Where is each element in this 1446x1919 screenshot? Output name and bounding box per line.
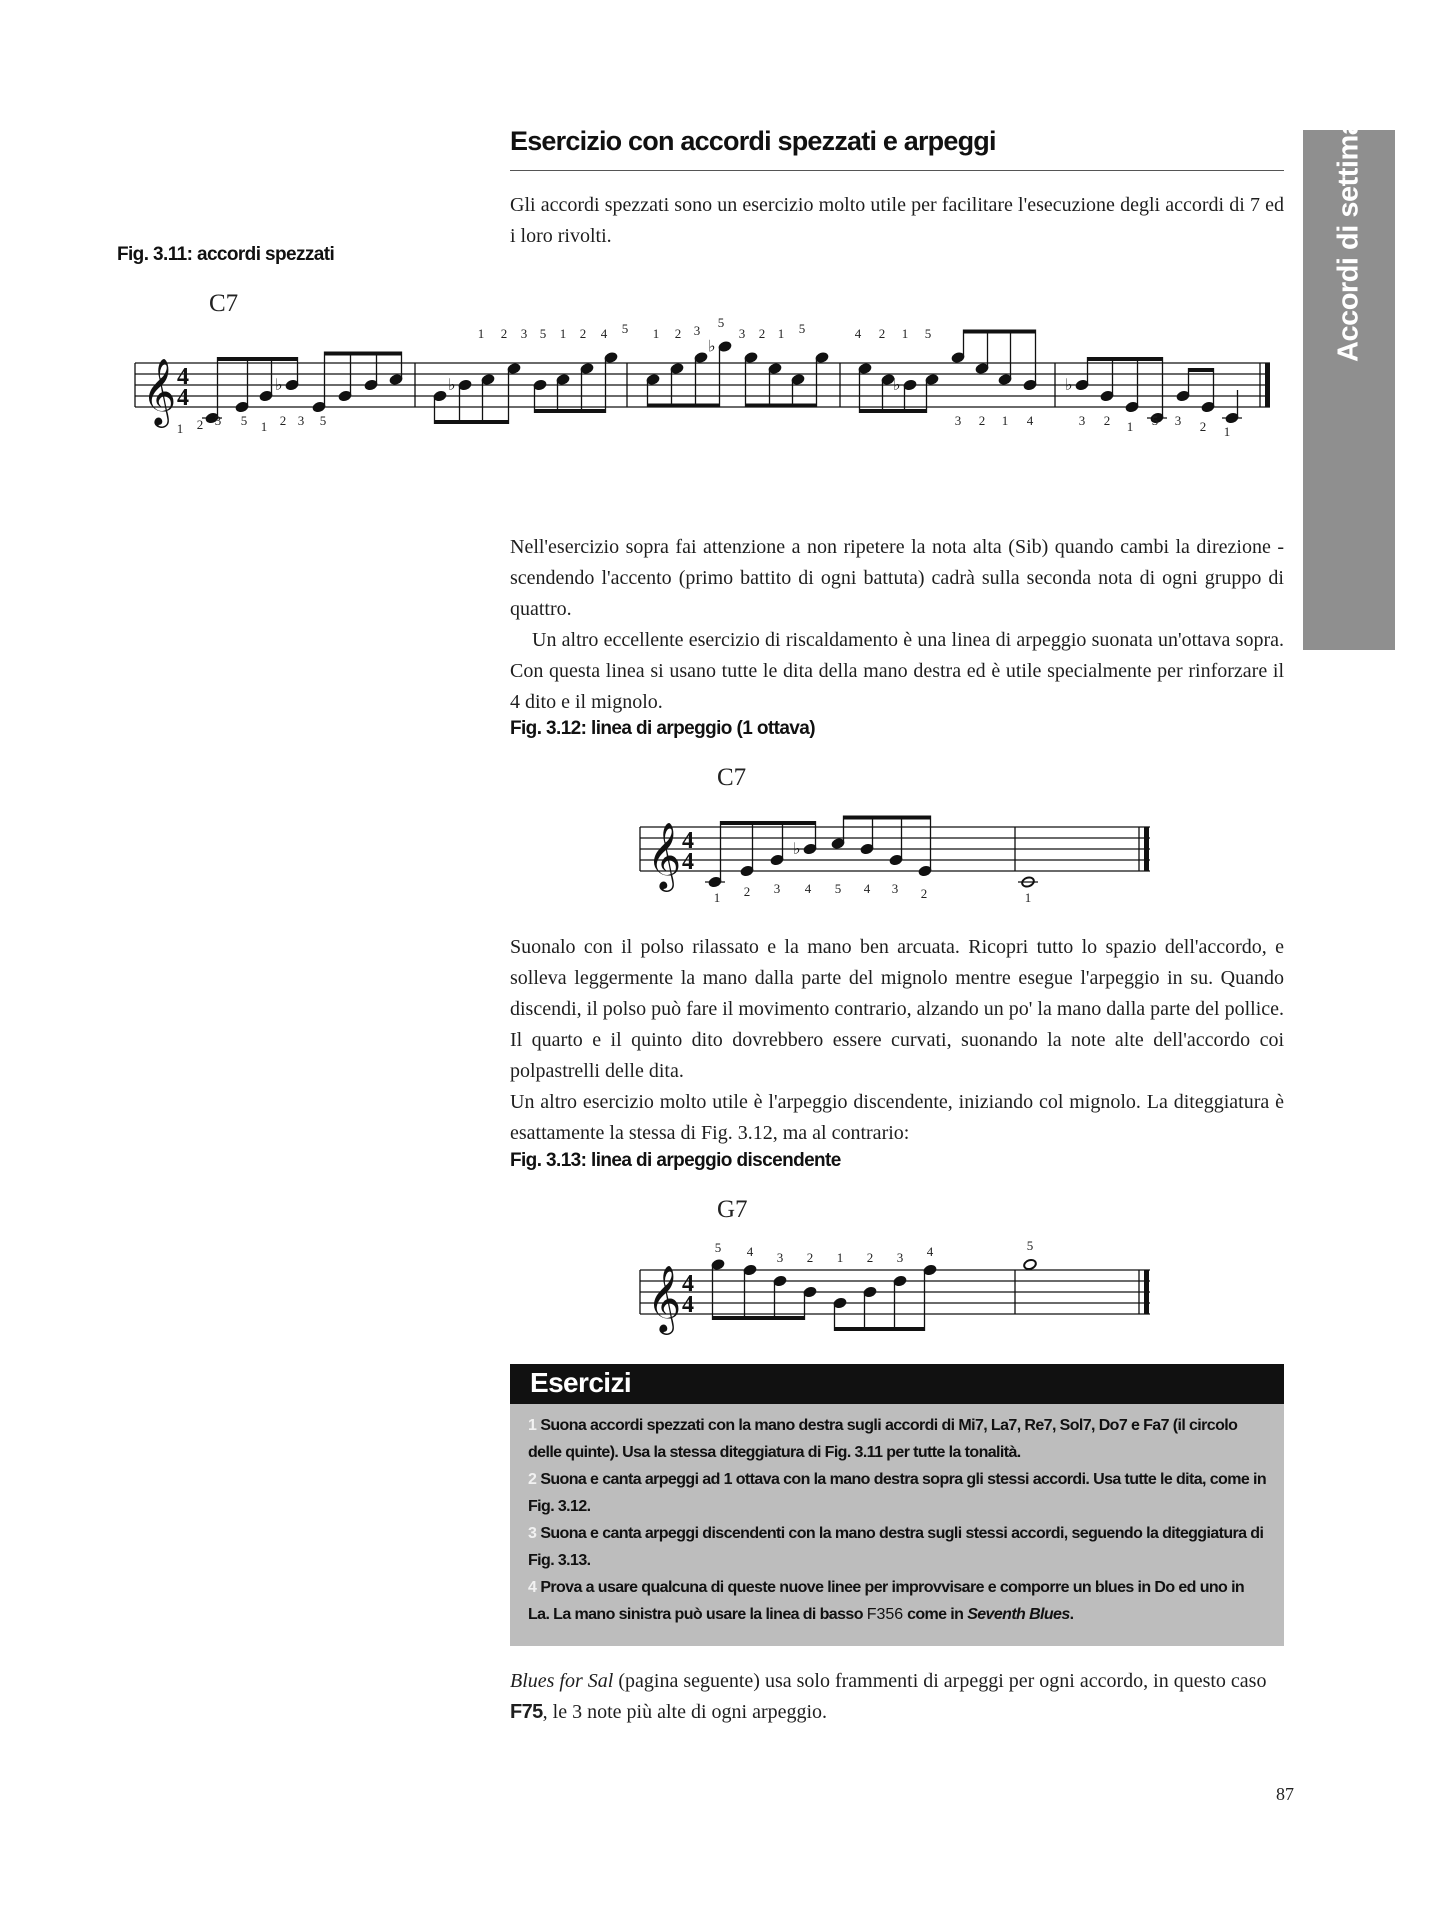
paragraph-4: Suonalo con il polso rilassato e la mano ben arcuata. Ricopri tutto lo spazio dell'accordo, e solleva leggermente la mano dalla parte del mignolo mentre esegue l'arpeggio in su. Quando discendi, il polso può fare il movimento contrario, alzando un po' la mano dalla parte del pollice. Il quarto e il quinto dito dovrebbero essere curvati, suonando la note alte dell'accordo coi polpastrelli delle dita.: [510, 936, 1284, 1082]
fingering-number: 2: [674, 326, 682, 341]
note-head: [1023, 1258, 1037, 1270]
flat-icon: ♭: [793, 841, 801, 858]
fingering-number: 3: [954, 413, 962, 428]
fingering-number: 5: [714, 1240, 722, 1255]
fingering-number: 3: [214, 413, 222, 428]
fingering-number: 4: [746, 1244, 754, 1259]
fingering-number: 5: [621, 321, 629, 336]
fingering-number: 4: [1026, 413, 1034, 428]
fingering-number: 5: [1026, 1238, 1034, 1253]
fingering-number: 5: [834, 881, 842, 896]
svg-text:4: 4: [682, 1292, 694, 1318]
paragraph-2: Nell'esercizio sopra fai attenzione a non ripetere la nota alta (Sib) quando cambi la direzione - scendendo l'accento (primo battito di ogni battuta) cadrà sulla seconda nota di ogni gruppo di quattro.: [510, 536, 1284, 620]
fingering-number: 2: [866, 1250, 874, 1265]
esercizi-title: Esercizi: [530, 1367, 632, 1398]
fingering-number: 3: [776, 1250, 784, 1265]
fingering-number: 2: [1199, 419, 1207, 434]
side-tab-label: Accordi di settima: [1332, 119, 1365, 362]
closing-paragraph: [510, 1666, 1284, 1728]
exercise-item: 1 Suona accordi spezzati con la mano destra sugli accordi di Mi7, La7, Re7, Sol7, Do7 e Fa7 (il circolo delle quinte). Usa la stessa diteggiatura di Fig. 3.11 per tutte la tonalità.: [528, 1417, 1238, 1461]
fingering-number: 2: [878, 326, 886, 341]
fig-3-12-caption: Fig. 3.12: linea di arpeggio (1 ottava): [510, 718, 815, 739]
fingering-number: 1: [1223, 424, 1231, 439]
fingering-number: 1: [1024, 890, 1032, 905]
exercise-item: 2 Suona e canta arpeggi ad 1 ottava con la mano destra sopra gli stessi accordi. Usa tutte le dita, come in Fig. 3.12.: [528, 1471, 1266, 1515]
intro-paragraph: Gli accordi spezzati sono un esercizio molto utile per facilitare l'esecuzione degli accordi di 7 ed i loro rivolti.: [510, 194, 1284, 247]
fig-3-11-staff: [120, 315, 1290, 450]
fig-3-13-caption: Fig. 3.13: linea di arpeggio discendente: [510, 1150, 841, 1171]
fingering-number: 2: [196, 417, 204, 432]
fingering-number: 1: [713, 890, 721, 905]
fingering-number: 3: [693, 323, 701, 338]
treble-clef-icon: 𝄞: [647, 823, 682, 888]
svg-text:4: 4: [177, 364, 189, 390]
fingering-number: 5: [539, 326, 547, 341]
exercise-item: 4 Prova a usare qualcuna di queste nuove linee per improvvisare e comporre un blues in Do ed uno in La. La mano sinistra può usare la linea di basso F356 come in Seventh Blues.: [528, 1579, 1245, 1623]
fingering-number: 1: [777, 326, 785, 341]
fingering-number: 4: [854, 326, 862, 341]
esercizi-list: [528, 1412, 1268, 1628]
fingering-number: 1: [559, 326, 567, 341]
fingering-number: 2: [806, 1250, 814, 1265]
fingering-number: 3: [891, 881, 899, 896]
fingering-number: 5: [240, 413, 248, 428]
fig-3-13-staff: [630, 1234, 1155, 1334]
fingering-number: 1: [901, 326, 909, 341]
fingering-number: 1: [1001, 413, 1009, 428]
fingering-number: 1: [836, 1250, 844, 1265]
fingering-number: 5: [1151, 413, 1159, 428]
page-number: 87: [1276, 1784, 1294, 1804]
flat-icon: ♭: [893, 377, 901, 394]
fingering-number: 5: [717, 315, 725, 330]
fig-3-12-chord: C7: [717, 764, 747, 791]
side-tab: [1303, 119, 1395, 650]
fingering-number: 1: [176, 421, 184, 436]
fingering-number: 3: [297, 413, 305, 428]
flat-icon: ♭: [275, 377, 283, 394]
fingering-number: 1: [1126, 419, 1134, 434]
fingering-number: 2: [579, 326, 587, 341]
fingering-number: 3: [738, 326, 746, 341]
flat-icon: ♭: [448, 377, 456, 394]
flat-icon: ♭: [708, 338, 716, 356]
treble-clef-icon: 𝄞: [647, 1266, 682, 1331]
paragraph-3: Un altro eccellente esercizio di riscaldamento è una linea di arpeggio suonata un'ottava sopra. Con questa linea si usano tutte le dita della mano destra ed è utile specialmente per rinforzare il 4 dito e il mignolo.: [510, 629, 1284, 713]
paragraph-5: Un altro esercizio molto utile è l'arpeggio discendente, iniziando col mignolo. La diteggiatura è esattamente la stessa di Fig. 3.12, ma al contrario:: [510, 1091, 1284, 1144]
svg-text:4: 4: [177, 385, 189, 411]
fingering-number: 2: [978, 413, 986, 428]
fingering-number: 2: [1103, 413, 1111, 428]
section-title: Esercizio con accordi spezzati e arpeggi: [510, 126, 996, 156]
fingering-number: 4: [926, 1244, 934, 1259]
fingering-number: 1: [652, 326, 660, 341]
closing-title: Blues for Sal: [510, 1670, 614, 1692]
fingering-number: 5: [924, 326, 932, 341]
svg-text:4: 4: [682, 1271, 694, 1297]
closing-text-end: , le 3 note più alte di ogni arpeggio.: [542, 1701, 828, 1723]
closing-text: (pagina seguente) usa solo frammenti di arpeggi per ogni accordo, in questo caso: [618, 1670, 1267, 1692]
esercizi-header: [510, 1364, 1284, 1404]
fingering-number: 3: [1078, 413, 1086, 428]
esercizi-box: [510, 1364, 1284, 1646]
fingering-number: 5: [319, 413, 327, 428]
fingering-number: 1: [477, 326, 485, 341]
fig-3-11-chord: C7: [209, 290, 239, 317]
fingering-number: 3: [773, 881, 781, 896]
fig-3-11-caption: Fig. 3.11: accordi spezzati: [117, 244, 335, 265]
fingering-number: 2: [279, 413, 287, 428]
svg-text:4: 4: [682, 828, 694, 854]
exercise-item: 3 Suona e canta arpeggi discendenti con la mano destra sugli stessi accordi, seguendo la diteggiatura di Fig. 3.13.: [528, 1525, 1264, 1569]
fingering-number: 2: [920, 886, 928, 901]
fig-3-13-chord: G7: [717, 1196, 748, 1223]
fingering-number: 4: [804, 881, 812, 896]
fingering-number: 4: [600, 326, 608, 341]
flat-icon: ♭: [1065, 377, 1073, 394]
fig-3-12-staff: [630, 805, 1155, 910]
title-rule: [510, 170, 1284, 171]
closing-ref: F75: [510, 1701, 543, 1723]
fingering-number: 2: [500, 326, 508, 341]
fingering-number: 5: [798, 321, 806, 336]
fingering-number: 4: [863, 881, 871, 896]
fingering-number: 3: [896, 1250, 904, 1265]
fingering-number: 2: [758, 326, 766, 341]
treble-clef-icon: 𝄞: [142, 359, 177, 424]
fingering-number: 1: [260, 419, 268, 434]
fingering-number: 3: [520, 326, 528, 341]
fingering-number: 2: [743, 884, 751, 899]
fingering-number: 3: [1174, 413, 1182, 428]
svg-text:4: 4: [682, 849, 694, 875]
